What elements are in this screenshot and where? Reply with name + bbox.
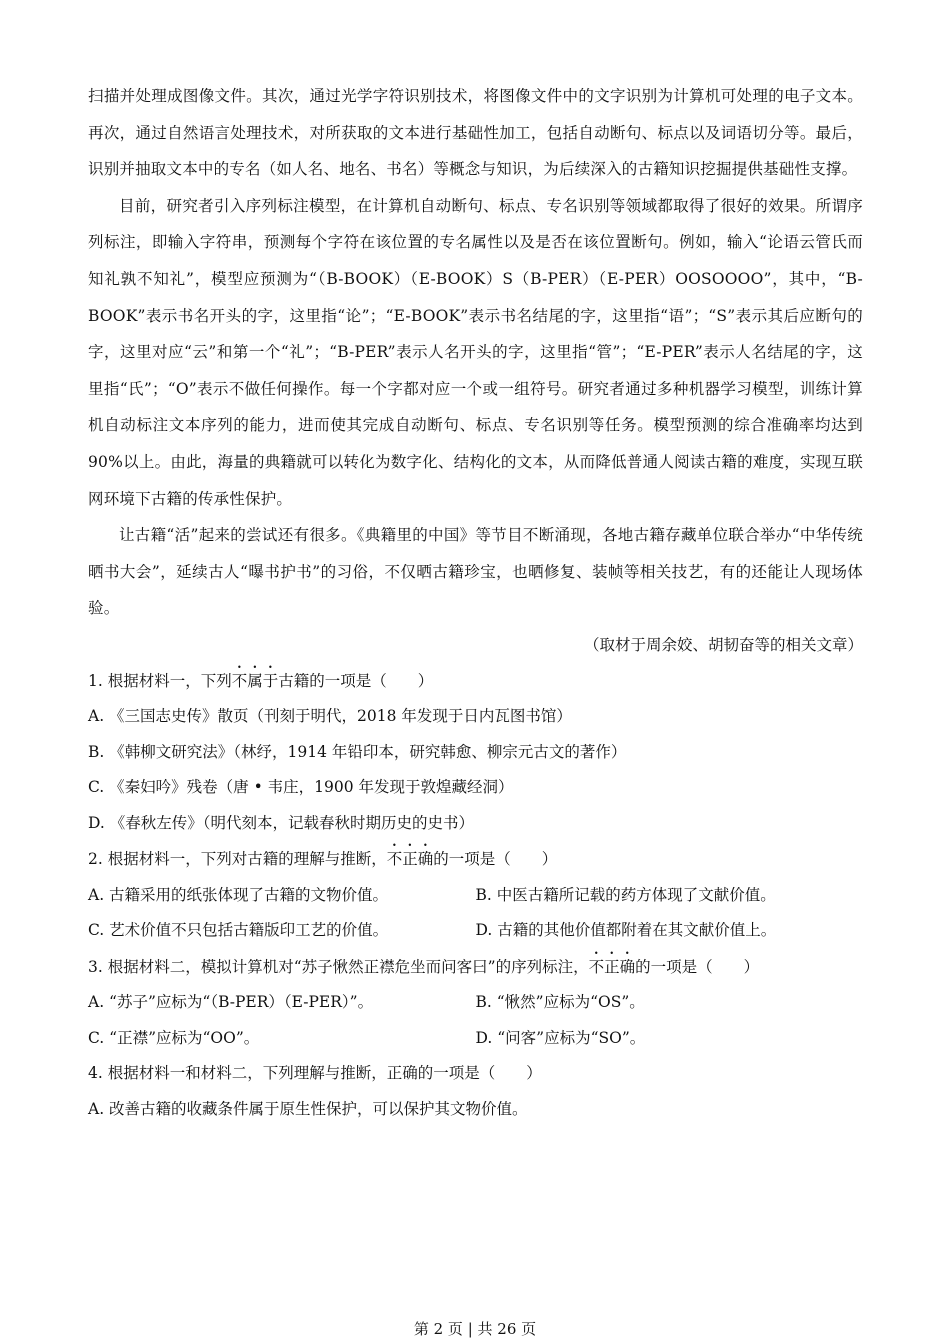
question-3-option-c: C. “正襟”应标为“OO”。 (88, 1028, 260, 1047)
question-3-option-a: A. “苏子”应标为“（B-PER）（E-PER）”。 (88, 993, 374, 1012)
question-2-option-d: D. 古籍的其他价值都附着在其文献价值上。 (475, 921, 777, 940)
question-1-option-d: D. 《春秋左传》（明代刻本，记载春秋时期历史的史书） (88, 813, 474, 832)
question-2-option-c: C. 艺术价值不只包括古籍版印工艺的价值。 (88, 921, 389, 940)
paragraph-1: 扫描并处理成图像文件。其次，通过光学字符识别技术，将图像文件中的文字识别为计算机可处理的电子文本。再次，通过自然语言处理技术，对所获取的文本进行基础性加工，包括自动断句、标点以及词语切分等。最后，识别并抽取文本中的专名（如人名、地名、书名）等概念与知识，为后续深入的古籍知识挖掘提供基础性支撑。 (88, 87, 863, 179)
question-2-stem: 2. 根据材料一，下列对古籍的理解与推断， (88, 850, 387, 869)
question-4-option-a: A. 改善古籍的收藏条件属于原生性保护，可以保护其文物价值。 (88, 1099, 528, 1118)
paragraph-3: 让古籍“活”起来的尝试还有很多。《典籍里的中国》等节目不断涌现，各地古籍存藏单位联合举办“中华传统晒书大会”，延续古人“曝书护书”的习俗，不仅晒古籍珍宝，也晒修复、装帧等相关技艺，有的还能让人现场体验。 (88, 526, 863, 618)
question-1-emphasis: 不属于 (231, 671, 279, 690)
question-2 (88, 841, 863, 878)
question-3-emphasis: 不正确 (588, 957, 636, 976)
document-body (88, 78, 863, 1127)
question-2-options-row-1 (88, 878, 863, 914)
question-1 (88, 663, 863, 700)
question-3-options-row-2 (88, 1021, 863, 1057)
question-2-stem-end: 的一项是（ ） (433, 850, 558, 869)
question-3-options-row-1 (88, 985, 863, 1021)
paragraph-2: 目前，研究者引入序列标注模型，在计算机自动断句、标点、专名识别等领域都取得了很好的效果。所谓序列标注，即输入字符串，预测每个字符在该位置的专名属性以及是否在该位置断句。例如，输入“论语云管氏而知礼孰不知礼”，模型应预测为“（B-BOOK）（E-BOOK）S（B-PER）（E-PER）OOSOOOO”，其中，“B-BOOK”表示书名开头的字，这里指“论”；“E-BOOK”表示书名结尾的字，这里指“语”；“S”表示其后应断句的字，这里对应“云”和第一个“礼”；“B-PER”表示人名开头的字，这里指“管”；“E-PER”表示人名结尾的字，这里指“氏”；“O”表示不做任何操作。每一个字都对应一个或一组符号。研究者通过多种机器学习模型，训练计算机自动标注文本序列的能力，进而使其完成自动断句、标点、专名识别等任务。模型预测的综合准确率均达到90%以上。由此，海量的典籍就可以转化为数字化、结构化的文本，从而降低普通人阅读古籍的难度，实现互联网环境下古籍的传承性保护。 (88, 196, 863, 508)
question-2-emphasis: 不正确 (386, 850, 434, 869)
question-3-option-b: B. “愀然”应标为“OS”。 (475, 993, 645, 1012)
question-3-stem: 3. 根据材料二，模拟计算机对“苏子愀然正襟危坐而问客曰”的序列标注， (88, 957, 589, 976)
question-1-stem: 1. 根据材料一，下列 (88, 671, 232, 690)
question-1-option-a: A. 《三国志史传》散页（刊刻于明代，2018 年发现于日内瓦图书馆） (88, 707, 572, 726)
question-3-stem-end: 的一项是（ ） (635, 957, 760, 976)
question-2-option-a: A. 古籍采用的纸张体现了古籍的文物价值。 (88, 885, 389, 904)
question-1-stem-end: 古籍的一项是（ ） (278, 671, 434, 690)
question-2-options-row-2 (88, 913, 863, 949)
question-1-option-b: B. 《韩柳文研究法》（林纾，1914 年铅印本，研究韩愈、柳宗元古文的著作） (88, 742, 627, 761)
question-3 (88, 949, 863, 986)
page-footer: 第 2 页 | 共 26 页 (413, 1320, 537, 1338)
question-4: 4. 根据材料一和材料二，下列理解与推断，正确的一项是（ ） (88, 1064, 542, 1083)
question-3-option-d: D. “问客”应标为“SO”。 (475, 1028, 646, 1047)
question-1-option-c: C. 《秦妇吟》残卷（唐 • 韦庄，1900 年发现于敦煌藏经洞） (88, 778, 514, 797)
source-citation: （取材于周余姣、胡韧奋等的相关文章） (583, 635, 863, 654)
question-2-option-b: B. 中医古籍所记载的药方体现了文献价值。 (475, 885, 776, 904)
